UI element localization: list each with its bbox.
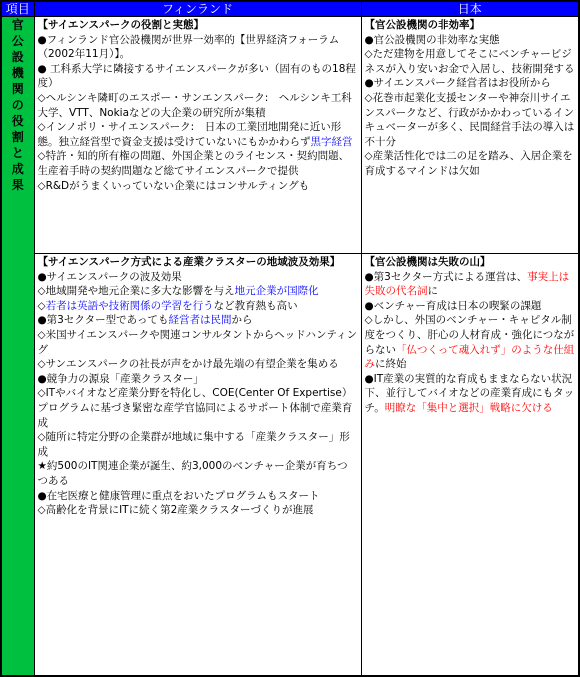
list-item-text: に: [427, 285, 438, 298]
list-item: ◇花巻市起業化支援センターや神奈川サイエンスパークなど、行政がかかわっているインキュベーターが多く、民間経営手法の導入は不十分: [364, 91, 575, 148]
list-item: ●官公設機関の非効率な実態: [364, 33, 500, 46]
highlight-blue: 黒字経営: [310, 135, 353, 148]
list-item: ●フィンランド官公設機関が世界一効率的【世界経済フォーラム（2002年11月）】。: [37, 33, 340, 61]
list-item: ●サイエンスパーク経営者はお役所から: [364, 77, 551, 90]
list-item-text: から: [231, 314, 253, 327]
list-item-text: ◇: [37, 299, 46, 312]
finland-cell-role: [34, 17, 361, 254]
list-item: ●サイエンスパークの波及効果: [37, 270, 182, 283]
list-item-text: に終始: [375, 358, 407, 371]
list-item: ●競争力の源泉「産業クラスター」: [37, 372, 204, 385]
list-item: ●在宅医療と健康管理に重点をおいたプログラムもスタート: [37, 489, 320, 502]
list-item: ●ベンチャー育成は日本の喫緊の課題: [364, 299, 542, 312]
list-item: [38, 299, 358, 314]
section-title: 【サイエンスパーク方式による産業クラスターの地域波及効果】: [37, 256, 341, 268]
list-item: ◇産業活性化では二の足を踏み、入居企業を育成するマインドは欠如: [364, 150, 573, 177]
list-item: ★約500のIT関連企業が誕生、約3,000のベンチャー企業が育ちつつある: [37, 460, 348, 487]
table-row: [1, 254, 579, 677]
list-item: ● 工科系大学に隣接するサイエンスパークが多い（固有のもの18程度）: [37, 62, 356, 90]
section-title: 【官公設機関の非効率】: [364, 19, 480, 31]
list-item: [38, 120, 358, 149]
list-item: ◇ただ建物を用意してそこにベンチャービジネスが入り安いお金で入居し、技術開発する: [364, 48, 575, 75]
list-item: ◇特許・知的所有権の問題、外国企業とのライセンス・契約問題、生産着手時の契約問題など総てサイエンスパークで提供: [37, 150, 350, 177]
list-item: [38, 313, 358, 328]
highlight-red: 事実上は失敗の代名詞: [364, 270, 570, 298]
side-category-label: 官公設機関の役割と成果: [11, 18, 24, 192]
list-item: ◇高齢化を背景にITに続く第2産業クラスターづくりが進展: [37, 504, 314, 517]
header-japan: 日本: [361, 1, 579, 17]
list-item-text: ●第3セクター方式による運営は、: [364, 270, 528, 283]
finland-cell-cluster: [34, 254, 361, 677]
highlight-blue: 若者は英語や技術関係の学習を行う: [45, 299, 214, 312]
header-row: [1, 1, 579, 17]
table-row: [1, 17, 579, 254]
list-item: ◇米国サイエンスパークや関連コンサルタントからヘッドハンティング: [37, 328, 358, 356]
list-item: ◇サンエンスパークの社長が声をかけ最先端の有望企業を集める: [37, 358, 339, 371]
list-item-text: ●IT産業の実質的な育成もままならない状況下、並行してバイオなどの産業育成にもタッチ。: [364, 372, 575, 414]
header-item: 項目: [1, 1, 34, 17]
list-item: ◇ヘルシンキ隣町のエスポー・サンエンスパーク: ヘルシンキ工科大学、VTT、Nokiaなどの大企業の研究所が集積: [37, 91, 352, 119]
list-item-text: ◇しかし、外国のベンチャー・キャピタル制度をつくり、肝心の人材育成・強化につながらない: [364, 314, 575, 356]
highlight-blue: 地元企業が国際化: [234, 285, 319, 298]
side-category-cell: [1, 17, 34, 677]
highlight-red: 明瞭な「集中と選択」戦略に欠ける: [384, 401, 553, 414]
list-item-text: など教育熱も高い: [213, 299, 298, 312]
list-item-text: ◇地域開発や地元企業に多大な影響を与え: [37, 285, 235, 298]
japan-cell-failure: [361, 254, 579, 677]
section-title: 【サイエンスパークの役割と実態】: [37, 19, 205, 31]
highlight-blue: 経営者は民間: [168, 314, 232, 327]
list-item: ◇随所に特定分野の企業群が地域に集中する「産業クラスター」形成: [37, 431, 350, 458]
list-item: [38, 284, 358, 299]
list-item: [365, 313, 576, 371]
list-item-text: ●第3セクター型であっても: [37, 314, 169, 327]
header-finland: フィンランド: [34, 1, 361, 17]
highlight-red: ような仕組み: [364, 343, 575, 371]
japan-cell-inefficiency: [361, 17, 579, 254]
list-item: ◇ITやバイオなど産業分野を特化し、COE(Center Of Expertise）プログラムに基づき緊密な産学官協同によるサポート体制で産業育成: [37, 387, 353, 429]
list-item-text: ◇インノポリ・サイエンスパーク: 日本の工業団地開発に近い形態。独立経営型で資金支援は受けていないにもかかわらず: [37, 121, 342, 148]
section-title: 【官公設機関は失敗の山】: [364, 256, 491, 268]
list-item: ◇R&Dがうまくいっていない企業にはコンサルティングも: [37, 179, 310, 192]
list-item: [365, 372, 576, 416]
list-item: [365, 270, 576, 299]
highlight-red: 「仏つくって魂入れず」の: [396, 343, 522, 356]
